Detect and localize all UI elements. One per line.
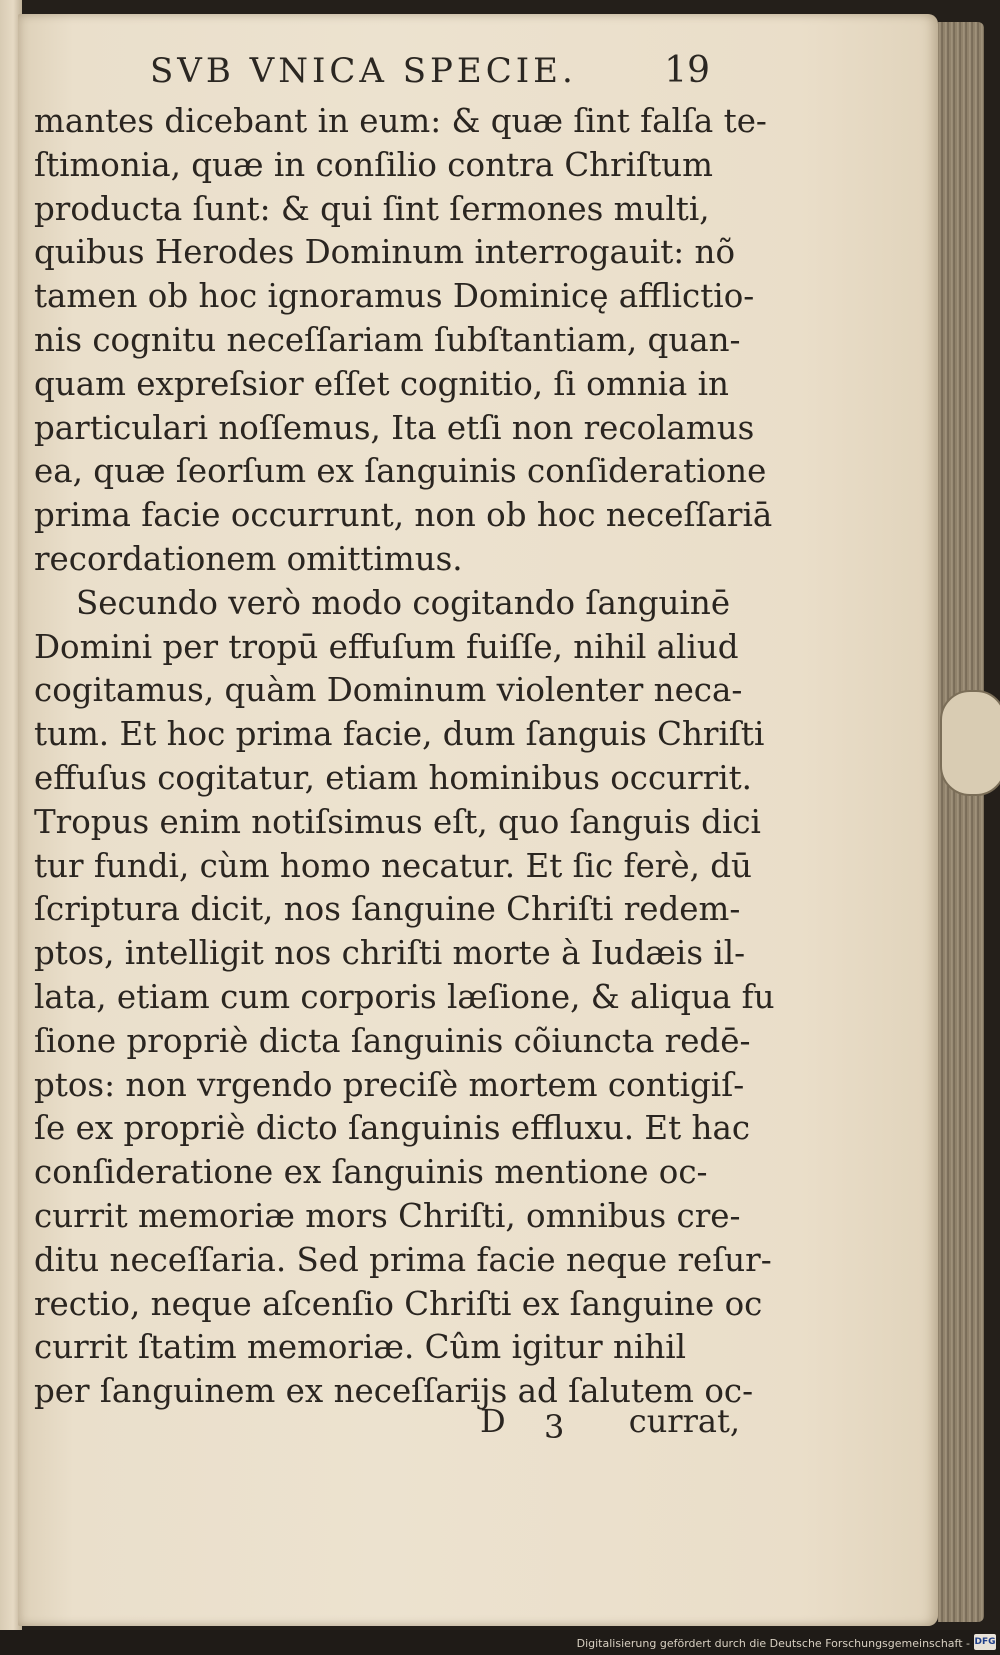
text-line: ea, quæ ſeorſum ex ſanguinis conſideratione (34, 452, 767, 491)
text-line: ſcriptura dicit, nos ſanguine Chriſti redem- (34, 890, 741, 929)
text-line: currit ſtatim memoriæ. Cûm igitur nihil (34, 1328, 687, 1367)
text-line: currit memoriæ mors Chriſti, omnibus cre- (34, 1196, 741, 1235)
text-line: particulari noſſemus, Ita etſi non recolamus (34, 408, 755, 447)
text-line: effuſus cogitatur, etiam hominibus occurrit. (34, 758, 752, 797)
catchline (480, 1402, 740, 1448)
paragraph-start-line: Secundo verò modo cogitando ſanguinē (76, 583, 731, 622)
text-line: quibus Herodes Dominum interrogauit: nõ (34, 233, 736, 272)
catchword: currat, (628, 1402, 740, 1440)
text-line: lata, etiam cum corporis læſione, & aliqua fu (34, 977, 775, 1016)
text-line: recordationem omittimus. (34, 539, 463, 578)
text-line: quam expreſsior eſſet cognitio, ſi omnia in (34, 364, 729, 403)
text-line: producta ſunt: & qui ſint ſermones multi, (34, 189, 710, 228)
text-line: ſe ex propriè dicto ſanguinis effluxu. Et hac (34, 1109, 751, 1148)
text-line: per ſanguinem ex neceſſarijs ad ſalutem oc- (34, 1372, 754, 1411)
page-fore-edge (938, 22, 984, 1622)
text-line: ditu neceſſaria. Sed prima facie neque reſur- (34, 1240, 772, 1279)
text-line: cogitamus, quàm Dominum violenter neca- (34, 671, 743, 710)
text-line: conſideratione ex ſanguinis mentione oc- (34, 1153, 708, 1192)
running-head-title: SVB VNICA SPECIE. (150, 51, 577, 91)
text-line: Tropus enim notiſsimus eſt, quo ſanguis dici (34, 802, 761, 841)
text-line: mantes dicebant in eum: & quæ ſint falſa te- (34, 102, 767, 140)
text-line: prima facie occurrunt, non ob hoc neceſſariā (34, 496, 773, 535)
text-line: tamen ob hoc ignoramus Dominicę afflictio- (34, 277, 755, 316)
page-number: 19 (664, 50, 710, 91)
text-line: ſione propriè dicta ſanguinis cõiuncta redē- (34, 1021, 751, 1060)
text-line: nis cognitu neceſſariam ſubſtantiam, quan- (34, 320, 741, 359)
text-line: tur fundi, cùm homo necatur. Et ſic ferè, dū (34, 846, 752, 885)
text-line: Domini per tropū effuſum fuiſſe, nihil aliud (34, 627, 739, 666)
digitization-credit: Digitalisierung gefördert durch die Deutsche Forschungsgemeinschaft - (576, 1637, 970, 1650)
clasp-tab (940, 690, 1000, 796)
running-head (150, 50, 710, 98)
text-line: ptos: non vrgendo preciſè mortem contigiſ- (34, 1065, 745, 1104)
text-line: ſtimonia, quæ in conſilio contra Chriſtum (34, 145, 713, 184)
body-text (34, 100, 775, 1414)
text-line: rectio, neque aſcenſio Chriſti ex ſanguine oc (34, 1284, 763, 1323)
signature-number: 3 (544, 1408, 565, 1446)
text-line: ptos, intelligit nos chriſti morte à Iudæis il- (34, 934, 746, 973)
signature-mark: D (480, 1402, 506, 1440)
text-line: tum. Et hoc prima facie, dum ſanguis Chriſti (34, 715, 765, 754)
dfg-logo-icon: DFG (974, 1634, 996, 1650)
